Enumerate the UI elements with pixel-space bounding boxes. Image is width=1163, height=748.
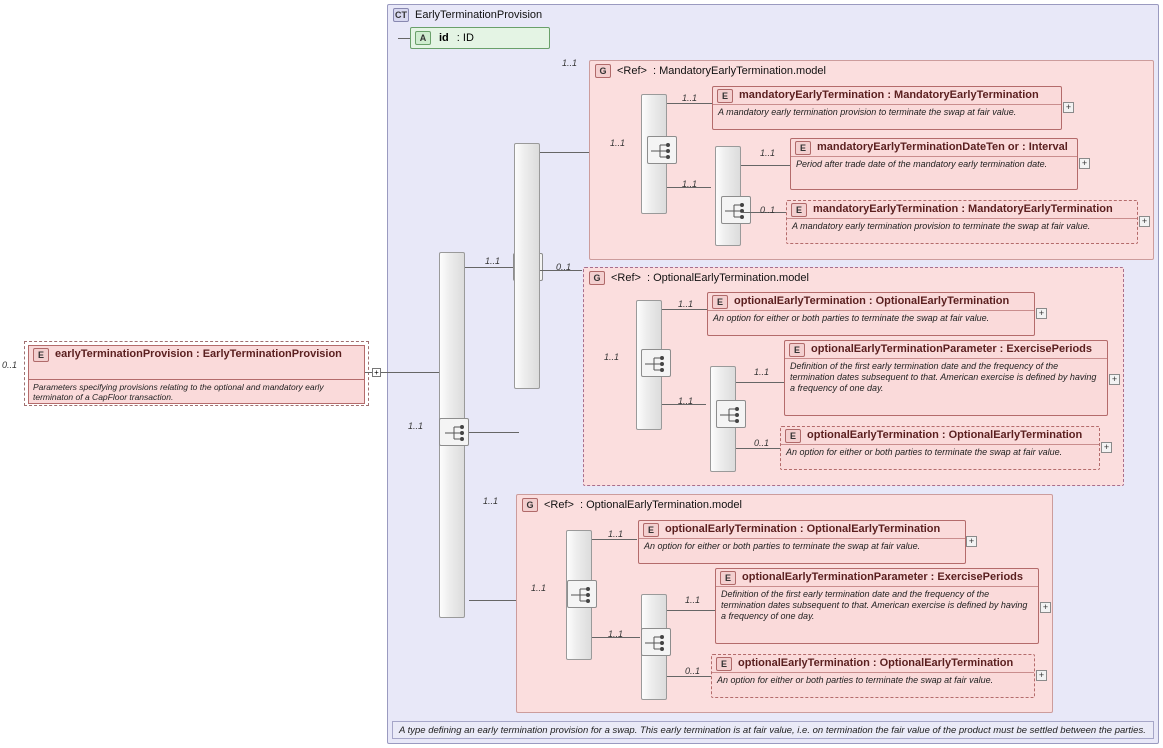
cardinality-g2-a: 1..1 bbox=[678, 299, 694, 309]
cardinality-g3-a: 1..1 bbox=[531, 583, 547, 593]
connector bbox=[365, 372, 372, 373]
cardinality-g3-c: 1..1 bbox=[608, 629, 624, 639]
element-head bbox=[639, 521, 965, 538]
root-element-doc: Parameters specifying provisions relating to the optional and mandatory early terminaton of a CapFloor transaction. bbox=[33, 382, 324, 402]
attribute-icon: A bbox=[415, 31, 431, 45]
element-label: optionalEarlyTermination : OptionalEarlyTermination bbox=[738, 657, 1014, 669]
cardinality-d: 1..1 bbox=[682, 179, 698, 189]
sequence-icon bbox=[717, 401, 747, 429]
connector bbox=[736, 448, 780, 449]
group-header bbox=[522, 498, 742, 512]
element-mandatory-early-termination-optional[interactable] bbox=[786, 200, 1138, 244]
expander-element[interactable]: + bbox=[1036, 308, 1047, 319]
group-icon: G bbox=[589, 271, 605, 285]
element-icon: E bbox=[785, 429, 801, 443]
element-head bbox=[708, 293, 1034, 310]
group1-sequence-node[interactable] bbox=[647, 136, 677, 164]
sequence-icon bbox=[568, 581, 598, 609]
element-icon: E bbox=[716, 657, 732, 671]
element-doc: An option for either or both parties to terminate the swap at fair value. bbox=[708, 310, 1034, 326]
element-doc: A mandatory early termination provision to terminate the swap at fair value. bbox=[787, 218, 1137, 234]
group3-inner-sequence-node[interactable] bbox=[641, 628, 671, 656]
element-optional-early-termination-optional-1[interactable] bbox=[780, 426, 1100, 470]
element-icon: E bbox=[720, 571, 736, 585]
connector bbox=[662, 309, 707, 310]
element-doc: An option for either or both parties to terminate the swap at fair value. bbox=[712, 672, 1034, 688]
root-element-box[interactable] bbox=[28, 345, 365, 380]
connector bbox=[381, 372, 441, 373]
element-label: mandatoryEarlyTerminationDateTen or : Interval bbox=[817, 141, 1068, 153]
attribute-type: : ID bbox=[456, 32, 474, 44]
connector bbox=[540, 152, 590, 153]
element-head bbox=[712, 655, 1034, 672]
group-header bbox=[595, 64, 826, 78]
element-head bbox=[791, 139, 1077, 156]
element-doc: Definition of the first early termination date and the frequency of the termination dates subsequent to that. American exercise is defined by having a frequency of one day. bbox=[716, 586, 1038, 624]
complextype-header bbox=[388, 5, 542, 25]
sequence-icon bbox=[642, 629, 672, 657]
cardinality-g2-c: 1..1 bbox=[754, 367, 770, 377]
group-ref-label: <Ref> bbox=[611, 272, 641, 284]
root-element-doc-box bbox=[28, 380, 365, 404]
connector bbox=[667, 103, 712, 104]
group-title: : MandatoryEarlyTermination.model bbox=[652, 65, 826, 77]
cardinality-g2-b: 1..1 bbox=[678, 396, 694, 406]
element-icon: E bbox=[717, 89, 733, 103]
connector bbox=[667, 610, 715, 611]
attribute-name: id bbox=[439, 32, 449, 44]
sequence-icon bbox=[648, 137, 678, 165]
expander-element[interactable]: + bbox=[1109, 374, 1120, 385]
cardinality-e: 1..1 bbox=[760, 148, 776, 158]
element-mandatory-date-tenor[interactable] bbox=[790, 138, 1078, 190]
sequence-icon bbox=[440, 419, 470, 447]
element-icon: E bbox=[789, 343, 805, 357]
element-doc: Period after trade date of the mandatory early termination date. bbox=[791, 156, 1077, 172]
element-label: optionalEarlyTerminationParameter : ExercisePeriods bbox=[742, 571, 1024, 583]
group-header bbox=[589, 271, 809, 285]
connector bbox=[736, 382, 784, 383]
sequence-node-bottom[interactable] bbox=[439, 418, 469, 446]
element-head bbox=[713, 87, 1061, 104]
element-icon: E bbox=[795, 141, 811, 155]
expander-element[interactable]: + bbox=[1036, 670, 1047, 681]
connector bbox=[469, 600, 516, 601]
cardinality-g3-b: 1..1 bbox=[608, 529, 624, 539]
group2-inner-sequence-node[interactable] bbox=[716, 400, 746, 428]
expander-element[interactable]: + bbox=[1139, 216, 1150, 227]
element-label: optionalEarlyTermination : OptionalEarlyTermination bbox=[734, 295, 1010, 307]
expander-element[interactable]: + bbox=[1040, 602, 1051, 613]
cardinality-spine-bottom: 1..1 bbox=[408, 421, 424, 431]
cardinality-b: 1..1 bbox=[610, 138, 626, 148]
group1-inner-sequence-node[interactable] bbox=[721, 196, 751, 224]
sequence-icon bbox=[642, 350, 672, 378]
sequence-icon bbox=[722, 197, 752, 225]
group-title: : OptionalEarlyTermination.model bbox=[579, 499, 742, 511]
element-head bbox=[781, 427, 1099, 444]
inner-choice-spine-top bbox=[514, 143, 540, 389]
expander-element[interactable]: + bbox=[1101, 442, 1112, 453]
expander-element[interactable]: + bbox=[1079, 158, 1090, 169]
root-element-label: earlyTerminationProvision : EarlyTerminationProvision bbox=[55, 348, 342, 360]
cardinality-g3-d: 1..1 bbox=[685, 595, 701, 605]
root-element-head bbox=[29, 346, 364, 363]
element-mandatory-early-termination[interactable] bbox=[712, 86, 1062, 130]
connector bbox=[465, 267, 513, 268]
cardinality-opt-b: 0..1 bbox=[760, 205, 776, 215]
cardinality-root: 0..1 bbox=[2, 360, 18, 370]
element-icon: E bbox=[33, 348, 49, 362]
complextype-icon: CT bbox=[395, 10, 407, 20]
element-doc: A mandatory early termination provision to terminate the swap at fair value. bbox=[713, 104, 1061, 120]
element-optional-early-termination-parameters-2[interactable] bbox=[715, 568, 1039, 644]
cardinality-opt-group: 0..1 bbox=[556, 262, 572, 272]
element-optional-early-termination-1[interactable] bbox=[707, 292, 1035, 336]
element-doc: An option for either or both parties to terminate the swap at fair value. bbox=[639, 538, 965, 554]
expander-root[interactable]: + bbox=[372, 368, 381, 377]
group-title: : OptionalEarlyTermination.model bbox=[646, 272, 809, 284]
element-head bbox=[785, 341, 1107, 358]
element-label: optionalEarlyTerminationParameter : ExercisePeriods bbox=[811, 343, 1093, 355]
group2-sequence-node[interactable] bbox=[641, 349, 671, 377]
cardinality-g2-opt: 0..1 bbox=[754, 438, 770, 448]
connector bbox=[592, 539, 637, 540]
expander-element[interactable]: + bbox=[966, 536, 977, 547]
complextype-title: EarlyTerminationProvision bbox=[415, 9, 543, 21]
connector bbox=[741, 165, 791, 166]
cardinality-g3-opt: 0..1 bbox=[685, 666, 701, 676]
attribute-id-box[interactable] bbox=[410, 27, 550, 49]
element-label: optionalEarlyTermination : OptionalEarlyTermination bbox=[807, 429, 1083, 441]
cardinality-g3: 1..1 bbox=[483, 496, 499, 506]
element-label: mandatoryEarlyTermination : MandatoryEarlyTermination bbox=[739, 89, 1039, 101]
element-optional-early-termination-2[interactable] bbox=[638, 520, 966, 564]
element-icon: E bbox=[643, 523, 659, 537]
connector bbox=[667, 676, 711, 677]
element-doc: Definition of the first early termination date and the frequency of the termination dates subsequent to that. American exercise is defined by having a frequency of one day. bbox=[785, 358, 1107, 396]
group3-sequence-node[interactable] bbox=[567, 580, 597, 608]
element-label: optionalEarlyTermination : OptionalEarlyTermination bbox=[665, 523, 941, 535]
cardinality-c: 1..1 bbox=[682, 93, 698, 103]
cardinality-spine-top: 1..1 bbox=[485, 256, 501, 266]
element-optional-early-termination-optional-2[interactable] bbox=[711, 654, 1035, 698]
complextype-documentation: A type defining an early termination provision for a swap. This early termination is at fair value, i.e. on termination the fair value of the product must be settled between the parties. bbox=[392, 721, 1154, 739]
connector bbox=[398, 38, 410, 39]
element-label: mandatoryEarlyTermination : MandatoryEarlyTermination bbox=[813, 203, 1113, 215]
expander-element[interactable]: + bbox=[1063, 102, 1074, 113]
group-icon: G bbox=[522, 498, 538, 512]
element-head bbox=[787, 201, 1137, 218]
group-icon: G bbox=[595, 64, 611, 78]
element-icon: E bbox=[791, 203, 807, 217]
group-ref-label: <Ref> bbox=[617, 65, 647, 77]
element-head bbox=[716, 569, 1038, 586]
element-icon: E bbox=[712, 295, 728, 309]
connector bbox=[469, 432, 519, 433]
element-doc: An option for either or both parties to terminate the swap at fair value. bbox=[781, 444, 1099, 460]
cardinality-a: 1..1 bbox=[562, 58, 578, 68]
element-optional-early-termination-parameters-1[interactable] bbox=[784, 340, 1108, 416]
group-ref-label: <Ref> bbox=[544, 499, 574, 511]
cardinality-g2: 1..1 bbox=[604, 352, 620, 362]
